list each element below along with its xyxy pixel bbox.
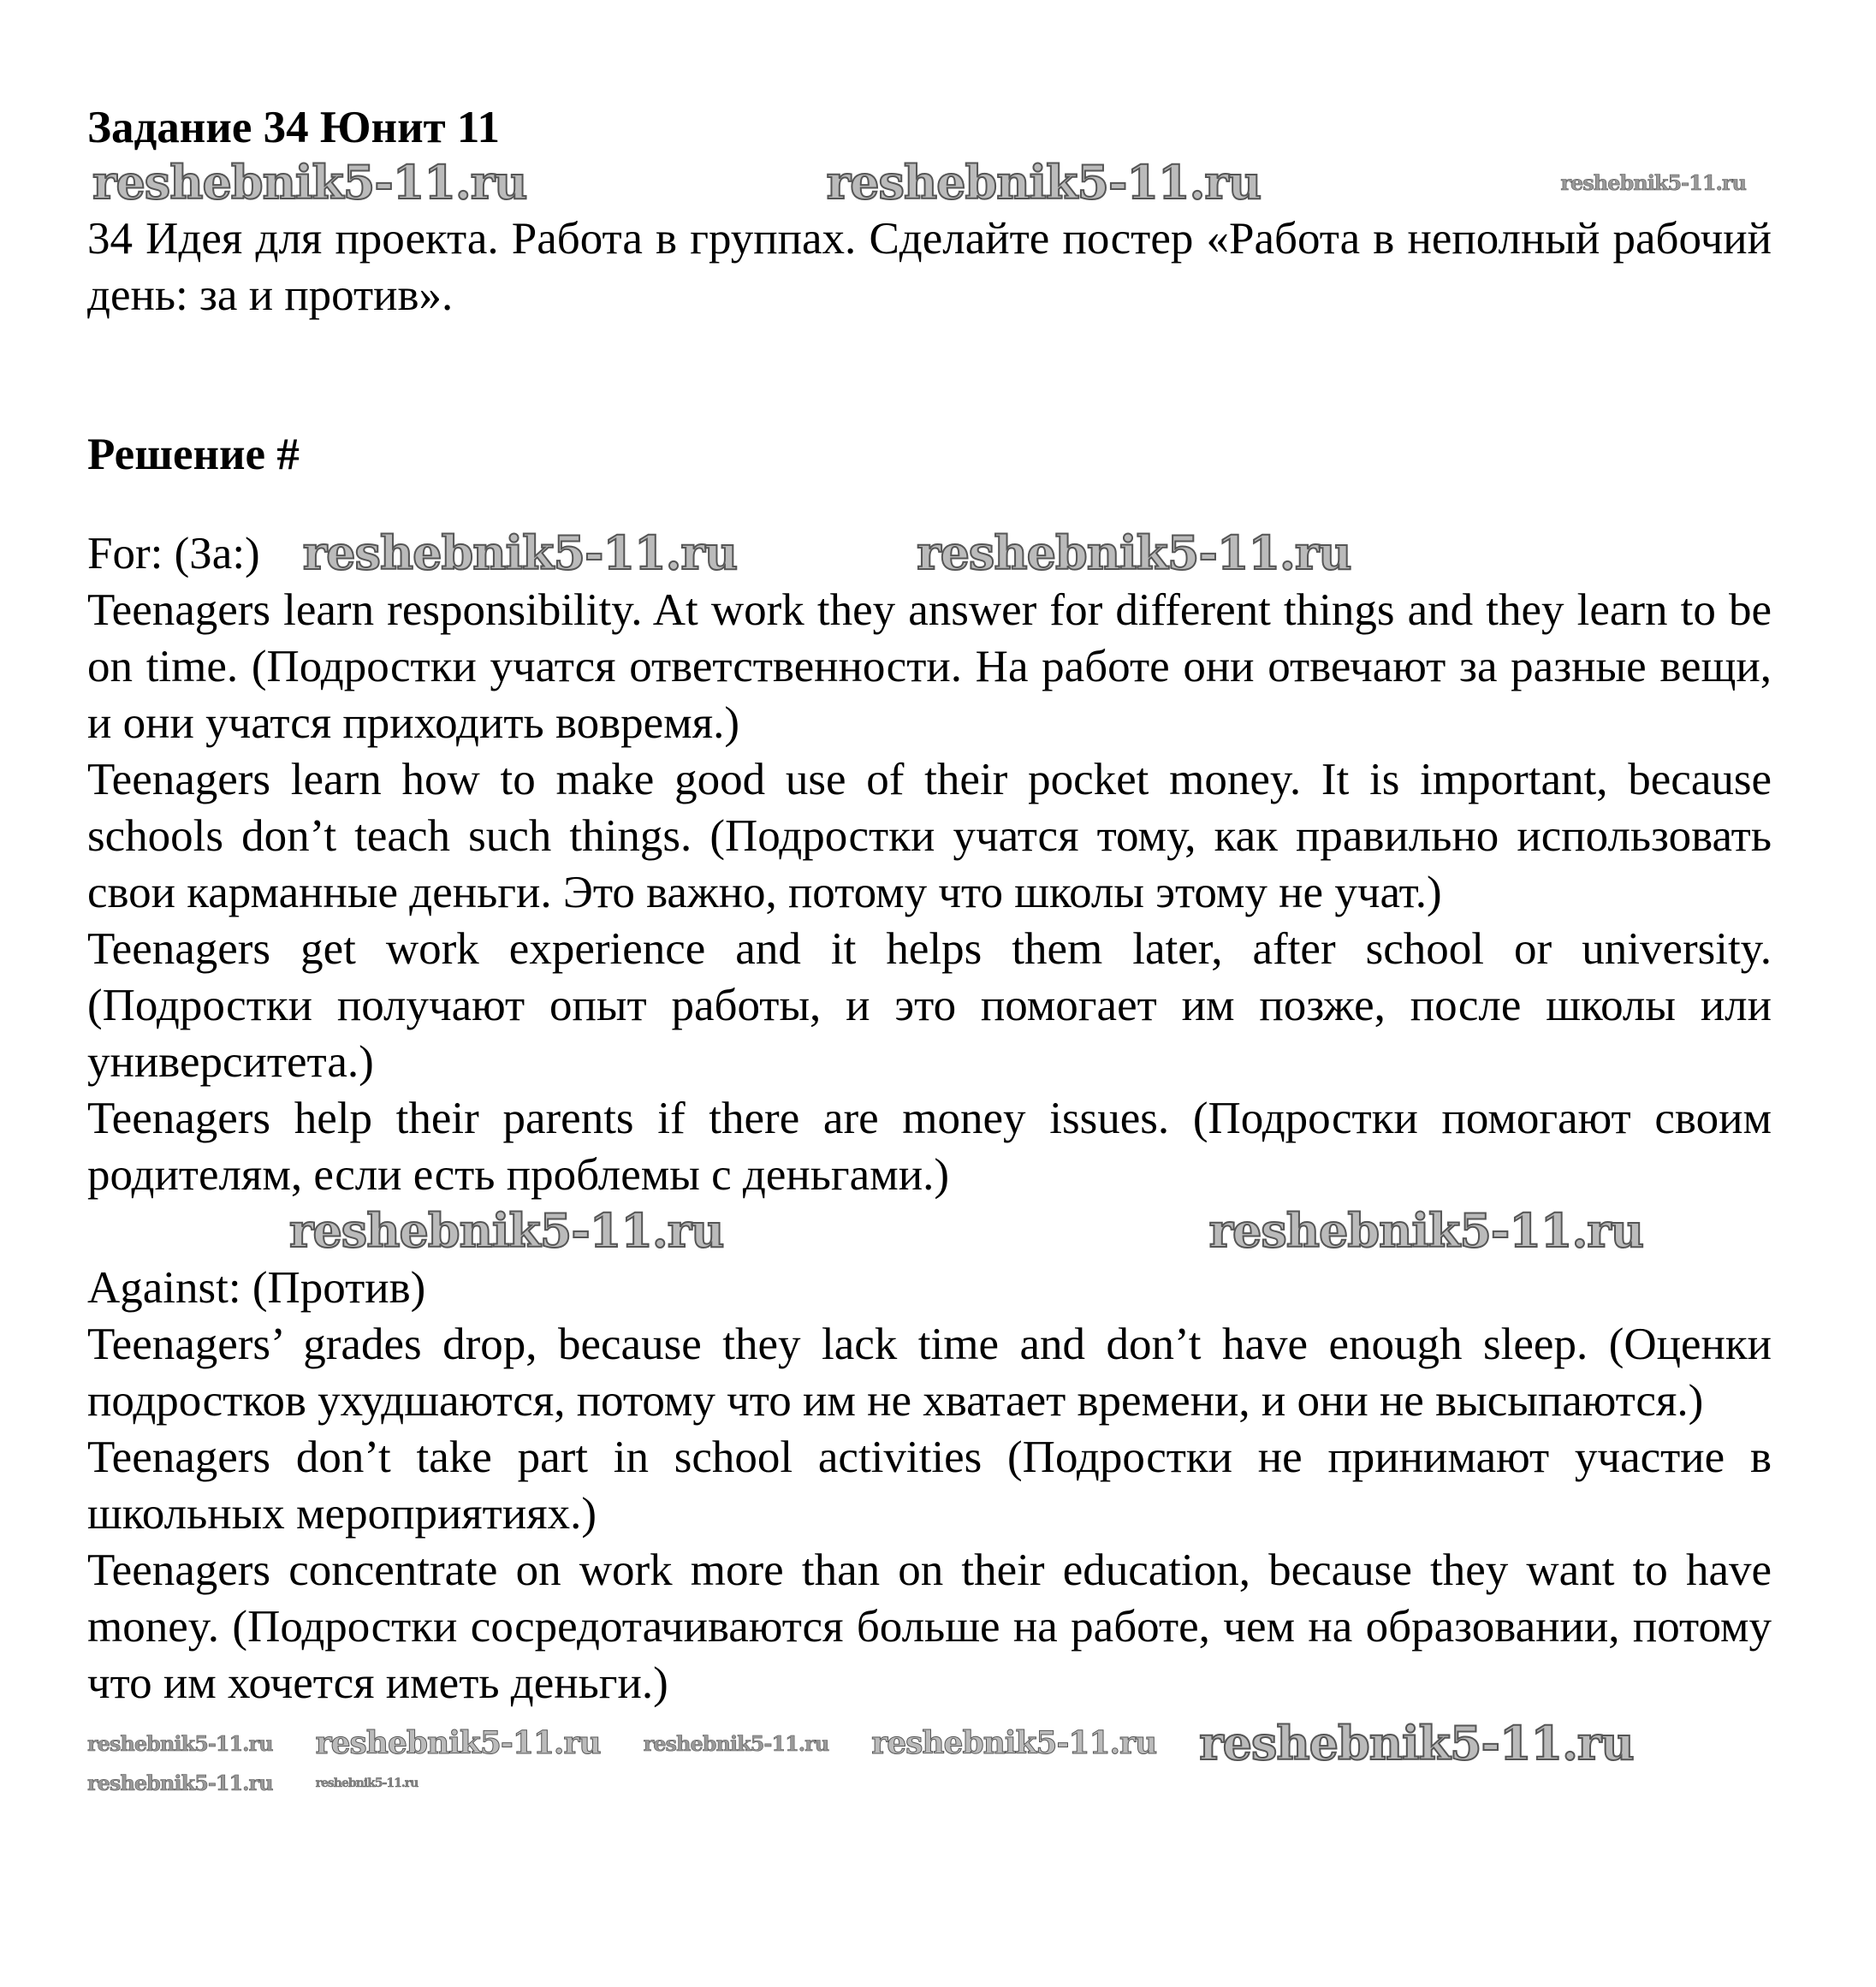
against-heading: Against: (Против) — [87, 1263, 426, 1313]
for-item: Teenagers get work experience and it helps them later, after school or university. (Подростки получают опыт работы, и это помогает им позже, после школы или университета.) — [87, 924, 1772, 1087]
watermark: reshebnik5-11.ru — [643, 1730, 829, 1756]
watermark: reshebnik5-11.ru — [1560, 169, 1746, 195]
watermark: reshebnik5-11.ru — [289, 1203, 724, 1259]
watermark: reshebnik5-11.ru — [92, 155, 527, 211]
watermark: reshebnik5-11.ru — [1199, 1716, 1634, 1771]
page-title: Задание 34 Юнит 11 — [87, 103, 500, 152]
watermark-row — [87, 156, 1772, 211]
document-page — [87, 0, 1772, 1812]
watermark: reshebnik5-11.ru — [315, 1724, 601, 1761]
watermark: reshebnik5-11.ru — [871, 1724, 1157, 1761]
against-item: Teenagers concentrate on work more than on their education, because they want to have money. (Подростки сосредотачиваются больше на работе, чем на образовании, потому что им хочется иметь деньги.) — [87, 1545, 1772, 1708]
for-heading: For: (За:) — [87, 529, 260, 578]
watermark: reshebnik5-11.ru — [1208, 1203, 1643, 1259]
for-item: Teenagers learn responsibility. At work they answer for different things and they learn to be on time. (Подростки учатся ответственности. На работе они отвечают за разные вещи, и они учатся приходить вовремя.) — [87, 585, 1772, 748]
for-item: Teenagers learn how to make good use of their pocket money. It is important, because schools don’t teach such things. (Подростки учатся тому, как правильно использовать свои карманные деньги. Это важно, потому что школы этому не учат.) — [87, 755, 1772, 917]
solution-heading: Решение # — [87, 430, 300, 479]
for-list — [87, 582, 1772, 1203]
for-item: Teenagers help their parents if there are money issues. (Подростки помогают своим родителям, если есть проблемы с деньгами.) — [87, 1094, 1772, 1200]
watermark: reshebnik5-11.ru — [917, 525, 1351, 581]
watermark: reshebnik5-11.ru — [826, 155, 1262, 211]
watermark: reshebnik5-11.ru — [87, 1730, 273, 1756]
against-item: Teenagers don’t take part in school activities (Подростки не принимают участие в школьных мероприятиях.) — [87, 1432, 1772, 1539]
watermark-row — [87, 1718, 1772, 1795]
watermark-row — [87, 1203, 1772, 1260]
against-item: Teenagers’ grades drop, because they lack time and don’t have enough sleep. (Оценки подростков ухудшаются, потому что им не хватает времени, и они не высыпаются.) — [87, 1320, 1772, 1426]
against-list — [87, 1316, 1772, 1711]
watermark: reshebnik5-11.ru — [87, 1771, 273, 1796]
task-text: 34 Идея для проекта. Работа в группах. Сделайте постер «Работа в неполный рабочий день: за и против». — [87, 214, 1772, 320]
watermark: reshebnik5-11.ru — [315, 1776, 419, 1790]
for-heading-row — [87, 525, 1772, 582]
watermark: reshebnik5-11.ru — [302, 525, 738, 581]
